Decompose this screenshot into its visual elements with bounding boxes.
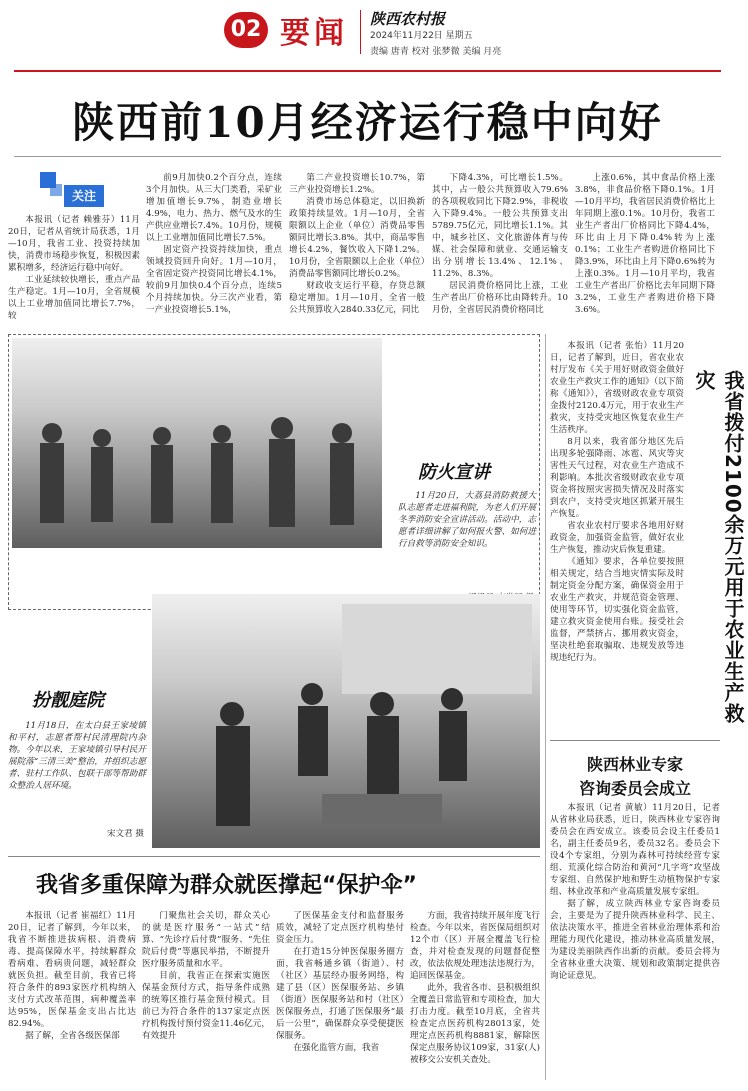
- paragraph: 了医保基金支付和监督服务质效，减轻了定点医疗机构垫付资金压力。: [276, 911, 404, 945]
- people-silhouette-icon: [12, 338, 382, 548]
- paragraph: 财政收支运行平稳，存贷总额稳定增加。1月—10月，全省一般公共预算收入2840.33亿元，同比: [289, 281, 425, 315]
- fire-safety-photo: [12, 338, 382, 548]
- paragraph: 工业延续较快增长，重点产品生产稳定。1月—10月，全省规模以上工业增加值同比增长7.7%，较: [8, 275, 140, 321]
- paragraph: 门聚焦社会关切，群众关心的就是医疗服务“一站式”结算、“先诊疗后付费”服务、“先住院后付费”等惠民举措，不断提升医疗服务质量和水平。: [142, 911, 270, 969]
- paragraph: 居民消费价格同比上涨，工业生产者出厂价格环比由降转升。10月份，全省居民消费价格同比: [432, 281, 568, 315]
- bottom-article-col4: [410, 910, 540, 1084]
- paragraph: 固定资产投资持续加快，重点领域投资回升向好。1月—10月，全省固定资产投资同比增长4.1%，较前9月加快0.4个百分点，连续5个月持续加快。分三次产业看，第一产业投资增长5.1%，: [146, 245, 282, 315]
- paragraph: 此外，我省各市、县积极组织全覆盖日常监管和专项检查，加大打击力度。截至10月底，全省共检查定点医药机构28013家，处理定点医药机构8881家，解除医保定点服务协议109家，31家(人)被移交公安机关查处。: [410, 983, 540, 1065]
- tag-decoration-icon: [50, 184, 62, 196]
- photo1-caption: [398, 490, 536, 578]
- paragraph: 上涨0.6%，其中食品价格上涨3.8%，非食品价格下降0.1%。1月—10月平均，我省居民消费价格比上年同期上涨0.1%。10月份，我省工业生产者出厂价格同比下降4.4%，环比由上月下降0.4%转为上涨0.1%；工业生产者购进价格同比下降3.9%，环比由上月下降0.6%转为上涨0.3%。1月—10月平均，我省工业生产者出厂价格比去年同期下降3.2%，工业生产者购进价格下降3.6%。: [575, 173, 715, 315]
- paragraph: 本报讯（记者 崔福红）11月20日，记者了解到，今年以来，我省不断推进拔病根、消费病毒、提高保障水平，持续解群众看病难、看病贵问题，减轻群众就医负担。截至目前，我省已将符合条件的893家医疗机构纳入支付方式改革范围，病种覆盖率达95%，医保基金支出占比达82.94%。: [8, 911, 136, 1029]
- lead-article-col4: [432, 172, 568, 332]
- headline-rule: [14, 156, 721, 157]
- bottom-article-top-rule: [8, 856, 540, 857]
- right-article-title: 我省拨付2100余万元用于农业生产救灾: [692, 370, 745, 724]
- paragraph: 第二产业投资增长10.7%，第三产业投资增长1.2%。: [289, 173, 425, 195]
- article-separator: [550, 740, 720, 741]
- paragraph: 据了解，全省各级医保部: [25, 1031, 120, 1041]
- photo2-caption: [8, 720, 146, 820]
- section-tag: 关注: [64, 185, 104, 207]
- paragraph: 《通知》要求，各单位要按照相关规定，结合当地灾情实际及时制定资金分配方案，确保资金用于农业生产救灾，并规范资金管理、使用等环节，切实强化资金监管，建立救灾资金使用台账。接受社会监督，严禁挤占、挪用救灾资金，坚决杜绝套取骗取、违规发放等违规违纪行为。: [550, 557, 684, 663]
- paragraph: 省农业农村厅要求各地用好财政资金，加强资金监管，做好农业生产恢复，推动灾后恢复重建。: [550, 521, 684, 555]
- page-number-badge: 02: [224, 12, 268, 48]
- paragraph: 消费市场总体稳定，以旧换新政策持续显效。1月—10月，全省限额以上企业（单位）消费品零售额同比增长3.8%。其中，商品零售增长4.2%，餐饮收入下降1.2%。10月份，全省限额以上企业（单位）消费品零售额同比增长0.2%。: [289, 197, 425, 279]
- forestry-title-line1: 陕西林业专家: [586, 755, 683, 774]
- main-headline: 陕西前10月经济运行稳中向好: [72, 98, 663, 147]
- column-divider: [545, 334, 546, 1080]
- section-name: 要闻: [280, 16, 348, 51]
- paragraph: 下降4.3%，可比增长1.5%。其中，占一般公共预算收入79.6%的各项税收同比下降2.9%，非税收入下降9.4%。一般公共预算支出5789.75亿元，同比增长1.1%。其中，城乡社区、文化旅游体育与传媒、社会保障和就业、交通运输支出分别增长13.4%、12.1%、11.2%、8.3%。: [432, 173, 568, 279]
- photo2-credit: 宋文君 摄: [106, 829, 144, 839]
- photo2-caption-title: 扮靓庭院: [32, 690, 104, 711]
- header-rule: [14, 70, 721, 72]
- masthead-logo: 陕西农村报: [370, 10, 446, 28]
- paragraph: 本报讯（记者 黄敏）11月20日，记者从省林业局获悉，近日，陕西林业专家咨询委员会在西安成立。该委员会设主任委员1名，副主任委员9名，委员32名。委员会下设4个专家组，分别为森林可持续经营专家组、荒漠化综合防治和黄河“几字弯”攻坚战专家组、自然保护地和野生动植物保护专家组、林业改革和产业高质量发展专家组。: [550, 803, 720, 897]
- caption-text: 11月20日，大荔县消防救援大队志愿者走进福利院，为老人们开展冬季消防安全宣讲活动。活动中，志愿者详细讲解了如何报火警、如何进行自救等消防安全知识。: [398, 491, 536, 549]
- editor-credits: 责编 唐青 校对 张梦微 美编 月亮: [370, 47, 502, 57]
- photo1-caption-title: 防火宣讲: [418, 462, 490, 483]
- courtyard-photo: [152, 594, 540, 848]
- paragraph: 8月以来，我省部分地区先后出现多轮强降雨、冰雹、风灾等灾害性天气过程，对农业生产造成不利影响。本批次省级财政农业专项资金将按照灾害损失情况及时落实到农户，支持受灾地区抓紧开展生产恢复。: [550, 437, 684, 519]
- bottom-article-col1: [8, 910, 136, 1084]
- paragraph: 方面，我省持续开展年度飞行检查。今年以来，省医保局组织对12个市（区）开展全覆盖飞行检查，并对检查发现的问题督促整改，依法依规处理违法违规行为，追回医保基金。: [410, 911, 540, 981]
- forestry-article-body: [550, 802, 720, 1084]
- bottom-article-col2: [142, 910, 270, 1084]
- header-divider: [360, 10, 361, 54]
- caption-text: 11月18日，在太白县王家堎镇和平村，志愿者帮村民清理院内杂物。今年以来，王家堎镇引导村民开展院落“三清三美”整治，并组织志愿者、驻村工作队、包联干部等帮助群众整治人居环境。: [8, 721, 146, 791]
- forestry-title-line2: 咨询委员会成立: [578, 779, 691, 798]
- paragraph: 目前，我省正在探索实施医保基金预付方式，指导条件成熟的统筹区推行基金预付模式。目前已为符合条件的137家定点医疗机构拨付预付资金11.46亿元，有效提升: [142, 971, 270, 1041]
- courtyard-scene-icon: [152, 594, 540, 848]
- paragraph: 本报讯（记者 张怡）11月20日，记者了解到，近日，省农业农村厅发布《关于用好财政资金做好农业生产救灾工作的通知》（以下简称《通知》），省级财政农业专项资金拨付2120.4万元，用于农业生产救灾，支持受灾地区恢复农业生产生活秩序。: [550, 341, 684, 435]
- paragraph: 本报讯（记者 赖雅芬）11月20日，记者从省统计局获悉，1月—10月，我省工业、投资持续加快，消费市场稳步恢复，积极因素累积增多，经济运行稳中向好。: [8, 215, 140, 273]
- bottom-article-title: 我省多重保障为群众就医撑起“保护伞”: [36, 873, 417, 898]
- paragraph: 在强化监管方面，我省: [293, 1043, 380, 1053]
- paragraph: 前9月加快0.2个百分点，连续3个月加快。从三大门类看，采矿业增加值增长9.7%，制造业增长4.9%，电力、热力、燃气及水的生产供应业增长7.4%。10月份，规模以上工业增加值同比增长7.5%。: [146, 173, 282, 243]
- right-article-body: [550, 340, 684, 732]
- lead-article-col2: [146, 172, 282, 332]
- paragraph: 在打造15分钟医保服务圈方面，我省畅通乡镇（街道）、村（社区）基层经办服务网络，构建了县（区）医保服务站、乡镇（街道）医保服务站和村（社区）医保服务点，打通了医保服务“最后一公里”，确保群众享受便捷医保服务。: [276, 947, 404, 1041]
- lead-article-col3: [289, 172, 425, 332]
- issue-date: 2024年11月22日 星期五: [370, 31, 473, 41]
- bottom-article-col3: [276, 910, 404, 1084]
- lead-article-col1: [8, 214, 140, 332]
- lead-article-col5: [575, 172, 715, 332]
- paragraph: 据了解，成立陕西林业专家咨询委员会，主要是为了提升陕西林业科学、民主、依法决策水平，推进全省林业治理体系和治理能力现代化建设，推动林业高质量发展，为建设美丽陕西作出新的贡献。委员会将为全省林业重大决策、规划和政策制定提供咨询论证意见。: [550, 899, 720, 981]
